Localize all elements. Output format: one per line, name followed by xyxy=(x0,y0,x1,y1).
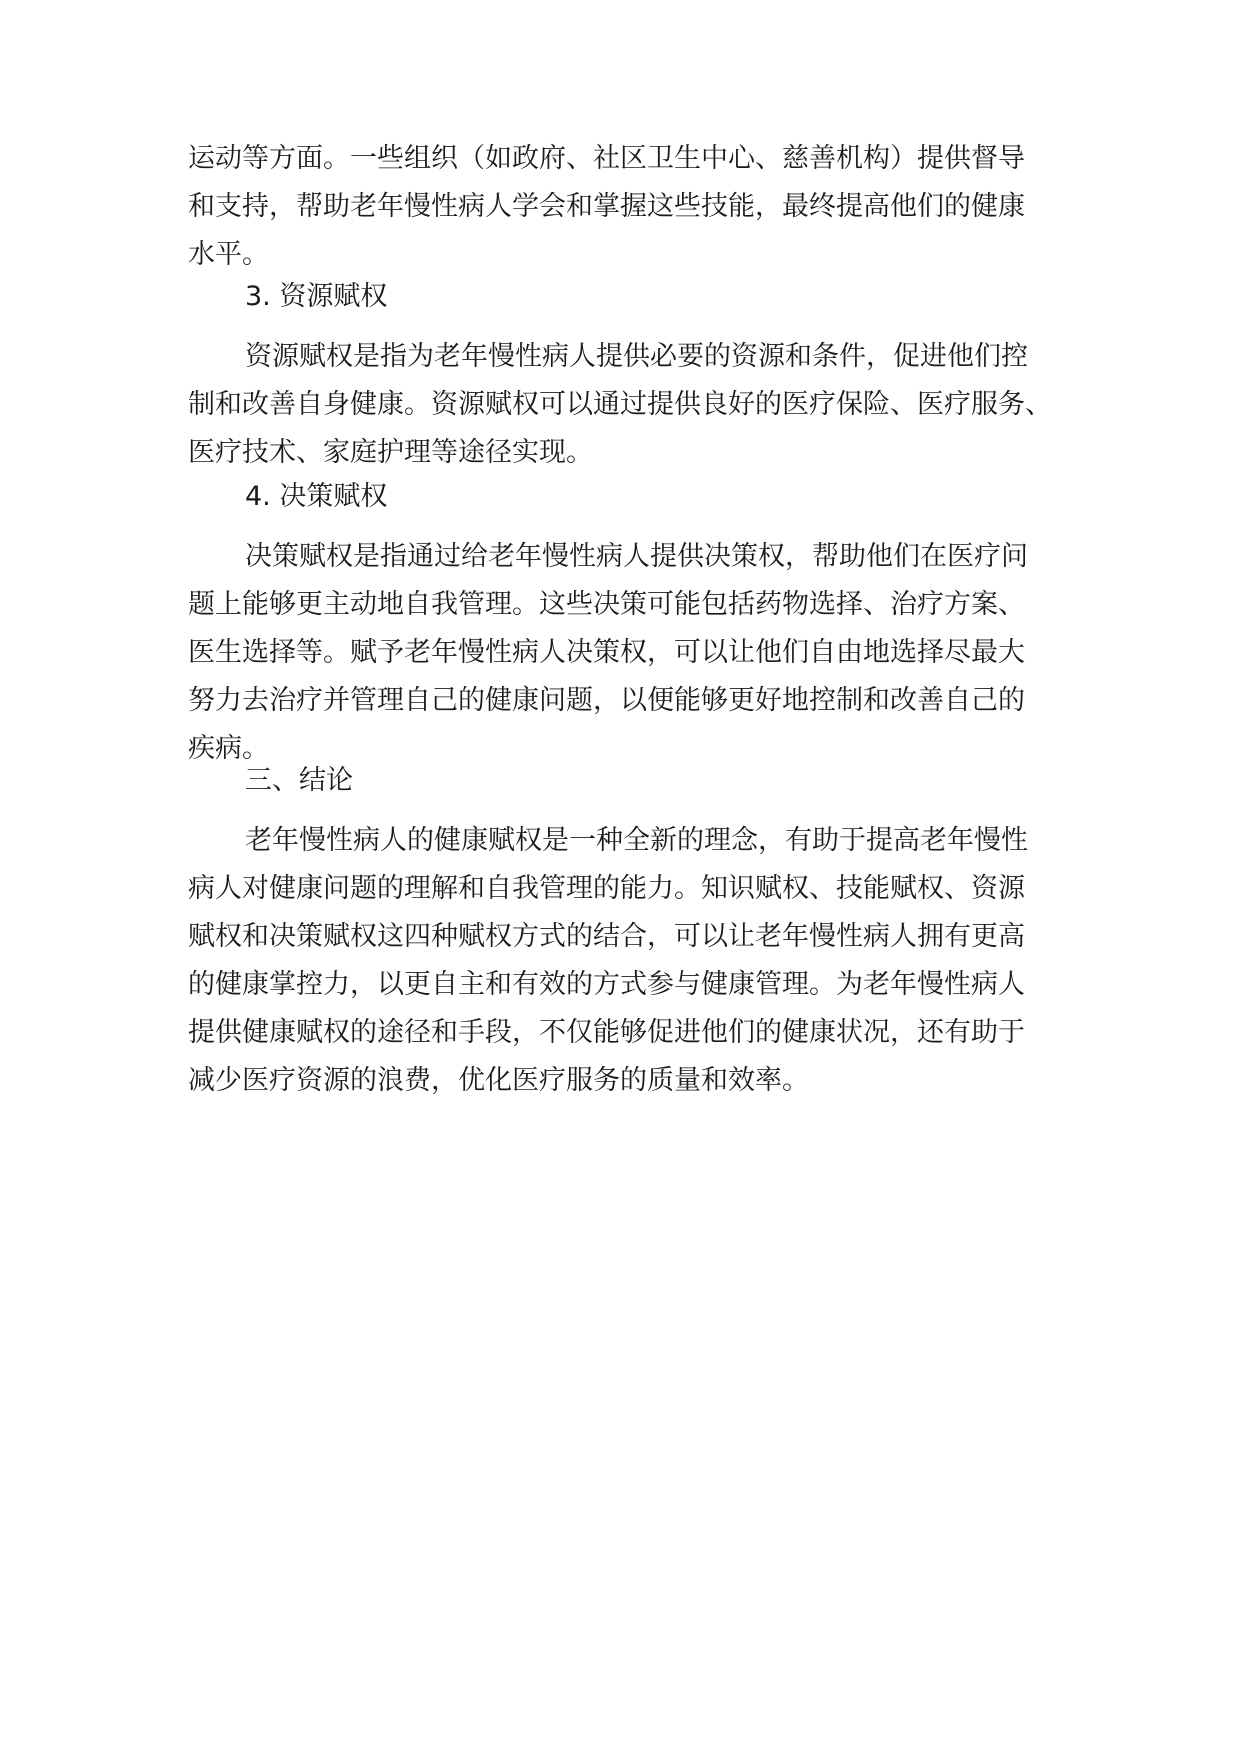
text-line: 题上能够更主动地自我管理。这些决策可能包括药物选择、治疗方案、 xyxy=(188,589,1025,620)
text-line: 运动等方面。一些组织（如政府、社区卫生中心、慈善机构）提供督导 xyxy=(188,143,1025,174)
heading-text: 4. 决策赋权 xyxy=(245,481,388,512)
text-line: 病人对健康问题的理解和自我管理的能力。知识赋权、技能赋权、资源 xyxy=(188,873,1025,904)
heading-text: 三、结论 xyxy=(245,765,353,796)
heading-resource-empowerment xyxy=(245,273,1145,321)
text-line: 水平。 xyxy=(188,239,269,270)
text-line: 老年慢性病人的健康赋权是一种全新的理念，有助于提高老年慢性 xyxy=(245,825,1028,856)
paragraph-decision-empowerment xyxy=(188,533,1088,773)
paragraph-skills-continuation xyxy=(188,135,1088,279)
paragraph-conclusion xyxy=(188,817,1088,1105)
text-line: 决策赋权是指通过给老年慢性病人提供决策权，帮助他们在医疗问 xyxy=(245,541,1028,572)
text-line: 医疗技术、家庭护理等途径实现。 xyxy=(188,437,593,468)
text-line: 的健康掌控力，以更自主和有效的方式参与健康管理。为老年慢性病人 xyxy=(188,969,1025,1000)
text-line: 减少医疗资源的浪费，优化医疗服务的质量和效率。 xyxy=(188,1065,809,1096)
text-line: 赋权和决策赋权这四种赋权方式的结合，可以让老年慢性病人拥有更高 xyxy=(188,921,1025,952)
text-line: 提供健康赋权的途径和手段，不仅能够促进他们的健康状况，还有助于 xyxy=(188,1017,1025,1048)
heading-decision-empowerment xyxy=(245,473,1145,521)
text-line: 疾病。 xyxy=(188,733,269,764)
text-line: 努力去治疗并管理自己的健康问题，以便能够更好地控制和改善自己的 xyxy=(188,685,1025,716)
text-line: 资源赋权是指为老年慢性病人提供必要的资源和条件，促进他们控 xyxy=(245,341,1028,372)
text-line: 医生选择等。赋予老年慢性病人决策权，可以让他们自由地选择尽最大 xyxy=(188,637,1025,668)
text-line: 和支持，帮助老年慢性病人学会和掌握这些技能，最终提高他们的健康 xyxy=(188,191,1025,222)
text-line: 制和改善自身健康。资源赋权可以通过提供良好的医疗保险、医疗服务、 xyxy=(188,389,1052,420)
heading-conclusion xyxy=(245,757,1145,805)
paragraph-resource-empowerment xyxy=(188,333,1088,477)
heading-text: 3. 资源赋权 xyxy=(245,281,388,312)
